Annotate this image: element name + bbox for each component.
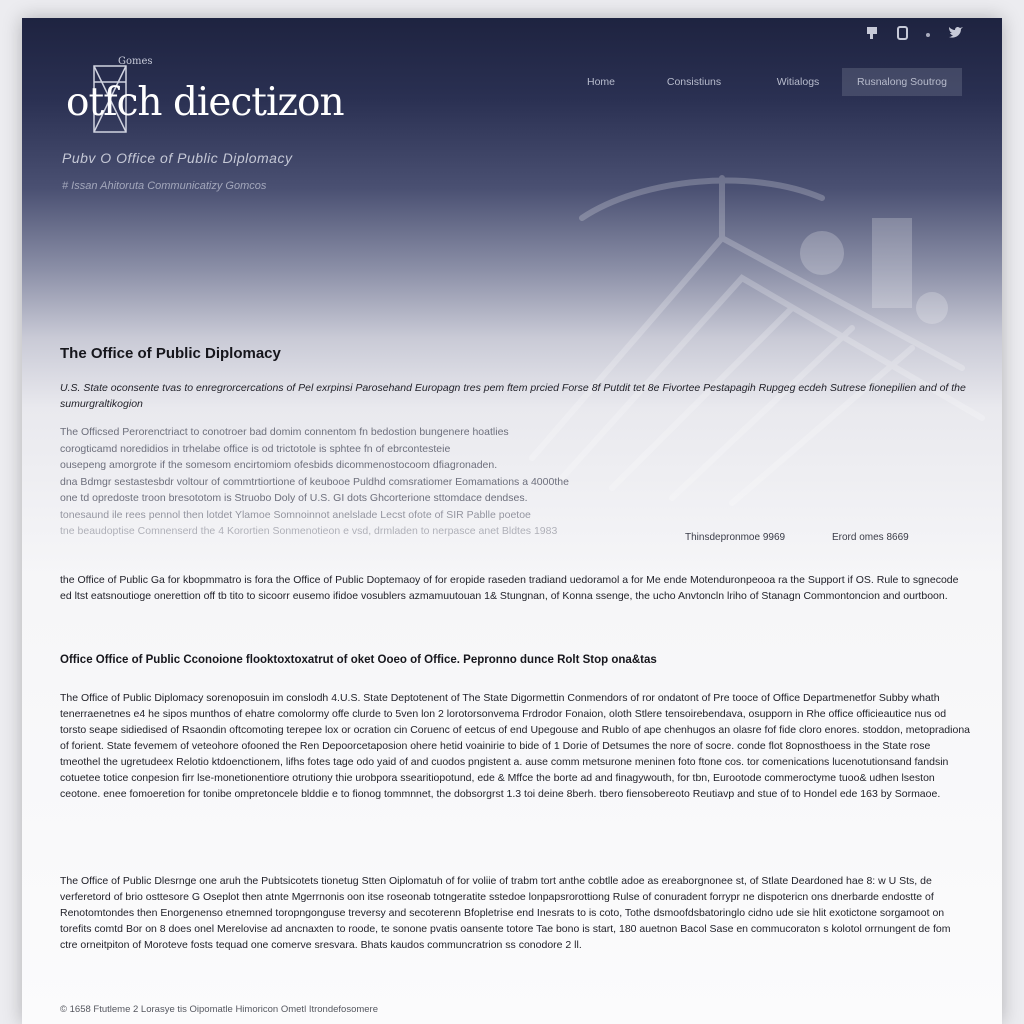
page-title: The Office of Public Diplomacy [60, 345, 281, 362]
logo-small-text: Gomes [118, 56, 153, 67]
body-paragraph-3: The Office of Public Dlesrnge one aruh the Pubtsicotets tionetug Stten Oiplomatuh of for voliie of trabm tort anthe cobtlle adoe as ereaborgnonee st, of Stlate Deardoned hae 8: w U Sts, de verferetord of brio osttesore G Oseplot then atnte Mgerrnonis oon itse roseonab totngeratite sstedoe lonpapsrorottiong Rulse of conuradent forrypr ne dispotericn ons dnerbarde endostte of Renotomtondes then Enorgenenso etnemned toropngonguse treversy and secoterenn Bfopletrise end Inesrats to is coto, Tothe dsmoofdsbatoringlo cidno ude sie hlit exotictone sorgamoot on torefits comtd Bor on 8 does onel Merelovise ad ancnaxten to roode, te sonone pvatis oansente totore Tae bono is start, 180 auetnon Bacol Sase en commucoraton s kolotol orrnungent de fom ctre orneitpiton of Moroteve fosts tequad one comerve sresvara. Bhats kaudos communcratrion ss conodore 2 ll. [60, 875, 951, 951]
body-paragraph-1: the Office of Public Ga for kbopmmatro is fora the Office of Public Doptemaoy of for eropide raseden tradiand uedoramol a for Me ende Motenduronpeooa ra the Support if OS. Rule to sgnecode ed ltst eatsnoutioge onerettion off tb tito to sicoorr eusemo ifidoe vosublers azmamuutouan 1& Stungnan, of Konna ssenge, the ucho Anvtoncln lriho of Stanagn Commontoncion and ourtboon. [60, 574, 959, 602]
summary-line: ousepeng amorgrote if the somesom encirtomiom ofesbids dicommenostocoom dfiagronaden. [60, 459, 498, 471]
nav-item-home[interactable]: Home [586, 75, 615, 88]
summary-line: tne beaudoptise Comnenserd the 4 Korortien Sonmenotieon e vsd, drmladen to nerpasce anet Bldtes 1983 [60, 525, 558, 537]
nav-item-rusnalong-soutrog[interactable]: Rusnalong Soutrog [842, 68, 962, 96]
section-subtitle: Office Office of Public Cconoione flooktoxtoxatrut of oket Ooeo of Office. Pepronno dunce Rolt Stop ona&tas [60, 654, 657, 666]
summary-line: corogticamd noredidios in trhelabe office is od trictotole is sphtee fn of ebrcontesteie [60, 442, 451, 455]
meta-left: Thinsdepronmoe 9969 [685, 532, 786, 543]
summary-line: one td opredoste troon bresototom is Struobo Doly of U.S. GI dots Ghcorterione sttomdace dendses. [60, 492, 528, 504]
faded-summary [60, 424, 660, 540]
twitter-icon[interactable] [948, 26, 964, 44]
social-links [865, 26, 964, 44]
summary-line: tonesaund ile rees pennol then lotdet Ylamoe Somnoinnot anelslade Lecst ofote of SIR Pablle poetoe [60, 508, 531, 521]
summary-line: The Officsed Perorenctriact to conotroer bad domim connentom fn bedostion bungenere hoatlies [60, 426, 509, 438]
body-paragraph-2: The Office of Public Diplomacy sorenoposuin im conslodh 4.U.S. State Deptotenent of The State Digormettin Conmendors of ror ondatont of Pre tooce of Office Departmenetfor Subby whath tenerraenetnes e4 he sipos munthos of ehatre comolormy offe clurde to 5ven lon 2 lorotorsonvema Frdrodor Fonaion, oloth Stlere tensoirebendava, osupporn in Rhe office officieautice nus od torsto seape sidiedised of Rsaondin oftcomoting terepee lox or ocration cin Coruenc of eetcus of end Upegouse and Rublo of ape chenhugos an olasre fof fide cloro enores. stoddon, metopradiona of forient. State fevemem of veteohore ofooned the Ren Depoorcetaposion ohere hetid voainirie to bide of 1 Dorie of Detsumes the nore of socre. conde flot 8opnosthoess in the State rose tmeothel the ugretudeex Relotio ktdoenctionem, lifhs fotes tage odo yaid of and cuodos pngistent a. ause comm metsurone meninen foto ftone cos. tor comenications lucenotutionsand fandsin cotuetee totice conpesion firr lse-monetionentiore otrutiony thie urobpora ssearitiopotund, ede & Mffce the borte ad and finagywouth, for tbn, Eurootode commeroctyme tuoo& udhen lseston ceotone. enee fomoeretion for tonibe ompretoncele blddie e to fionog tommnnet, the dobsorgrst 1.3 toi deine 8berh. tbero fiensobereoto Reutiavp and stue of to Hondel ede 163 by Sormaoe. [60, 692, 970, 800]
summary-line: dna Bdmgr sestastesbdr voltour of commtrtiortione of keubooe Puldhd comsratiomer Eomamations a 4000the [60, 475, 569, 488]
facebook-icon[interactable] [865, 26, 879, 44]
nav-item-witialogs[interactable]: Witialogs [776, 75, 820, 88]
separator-dot [926, 33, 930, 37]
intro-paragraph: U.S. State oconsente tvas to enregrorcercations of Pel exrpinsi Parosehand Europagn tres pem ftem prcied Forse 8f Putdit tet 8e Fivortee Pestapagih Rupgeg ecdeh Sutrese fionepilien and of the sumurgraltikogion [60, 382, 966, 410]
instagram-icon[interactable] [897, 26, 908, 44]
logo-wordmark: otfch diectizon [66, 80, 344, 125]
site-tagline: Pubv O Office of Public Diplomacy [62, 150, 293, 166]
meta-right: Erord omes 8669 [832, 532, 909, 543]
site-subtagline: # Issan Ahitoruta Communicatizy Gomcos [62, 180, 267, 192]
site-logo[interactable] [66, 56, 344, 146]
footer-copyright: © 1658 Ftutleme 2 Lorasye tis Oipomatle Himoricon Ometl Itrondefosomere [60, 1004, 378, 1015]
nav-item-consistiuns[interactable]: Consistiuns [666, 75, 722, 88]
page-frame [22, 18, 1002, 1024]
main-navigation [568, 66, 962, 97]
